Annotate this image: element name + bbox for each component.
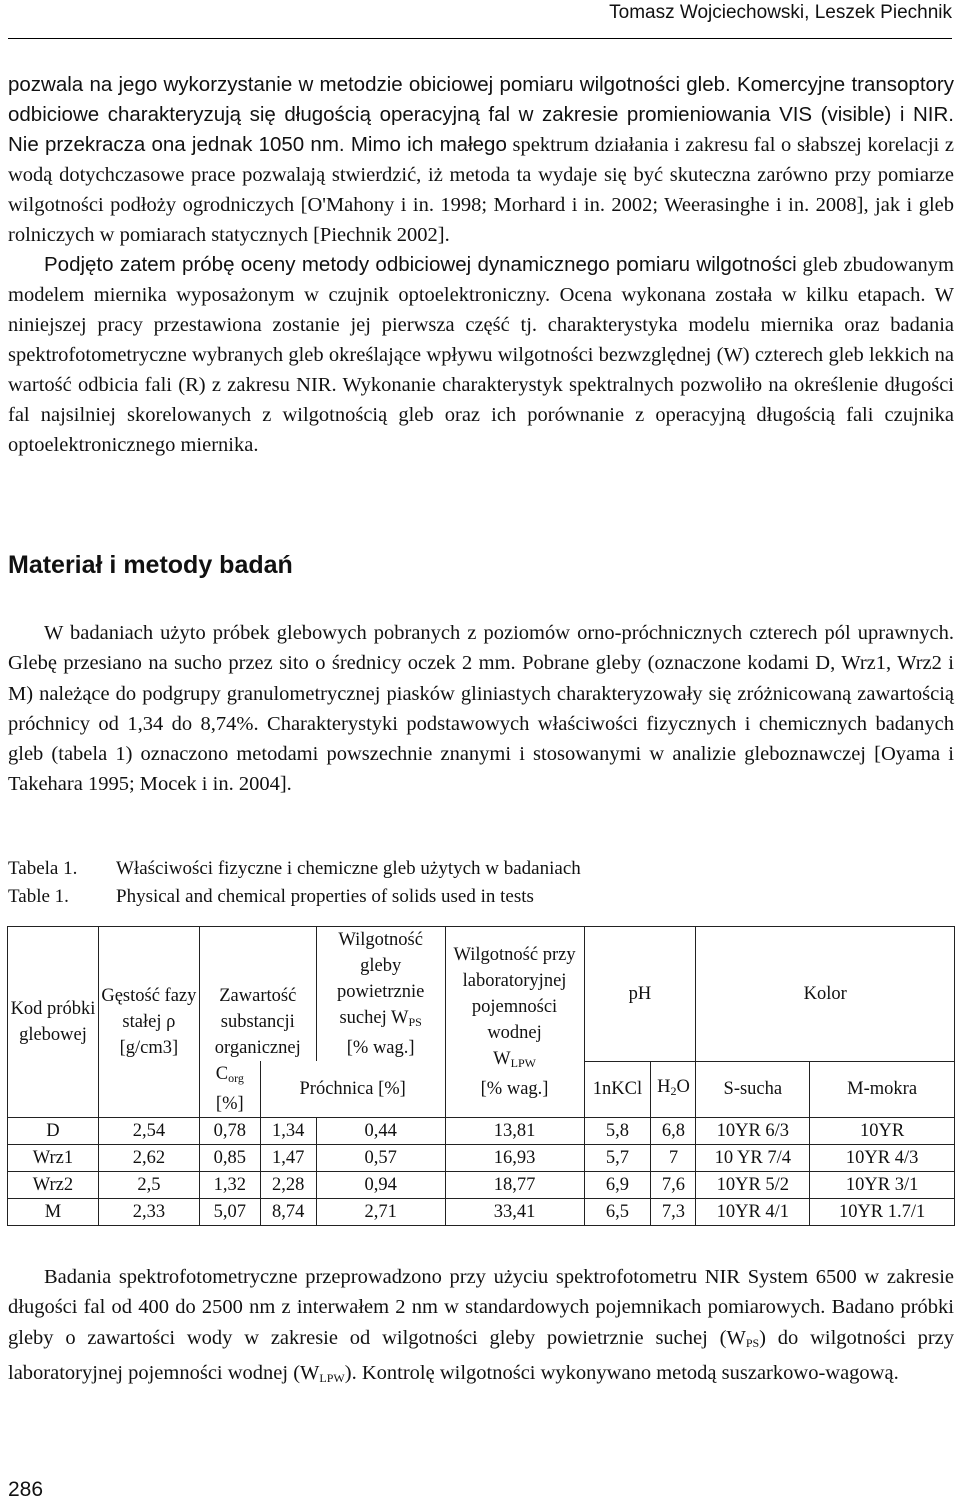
cell-wlpw: 33,41 <box>445 1199 584 1226</box>
cell-wps: 0,57 <box>316 1145 445 1172</box>
cell-ph-kcl: 6,9 <box>584 1172 651 1199</box>
final-sub-ps: PS <box>745 1335 760 1350</box>
cell-humus: 1,34 <box>260 1118 316 1145</box>
th-wlpw-w: W <box>493 1049 511 1069</box>
cell-density: 2,62 <box>98 1145 199 1172</box>
intro-paragraph-2 <box>8 250 954 460</box>
cell-wlpw: 18,77 <box>445 1172 584 1199</box>
final-text-2: ) do wilgotności przy laboratoryjnej pojemności wodnej (W <box>8 1326 954 1384</box>
cell-ph-h2o: 7 <box>651 1145 696 1172</box>
th-wlpw-text: Wilgotność przy laboratoryjnej pojemności wodnej <box>453 945 576 1043</box>
th-code: Kod próbki glebowej <box>8 927 99 1118</box>
intro-paragraphs <box>8 70 954 460</box>
cell-color-wet: 10YR 3/1 <box>810 1172 955 1199</box>
th-corg-unit: [%] <box>215 1094 244 1114</box>
methods-text: W badaniach użyto próbek glebowych pobranych z poziomów orno-próchnicznych czterech pól uprawnych. Glebę przesiano na sucho przez sito o średnicy oczek 2 mm. Pobrane gleby (oznaczone kodami D, Wrz1, Wrz2 i M) należące do podgrupy granulometrycznej piasków gliniastych charakteryzowały się zróżnicowaną zawartością próchnicy od 1,34 do 8,74%. Charakterystyki podstawowych właściwości fizycznych i chemicznych badanych gleb (tabela 1) oznaczono metodami powszechnie znanymi i stosowanymi w analizie gleboznawczej [Oyama i Takehara 1995; Mocek i in. 2004]. <box>8 622 954 796</box>
table-caption-pl <box>8 855 581 883</box>
cell-code: M <box>8 1199 99 1226</box>
th-ph: pH <box>584 927 696 1062</box>
intro-text-sans: pozwala na jego wykorzystanie w metodzie obiciowej pomiaru wilgotności gleb. Komercyjne transoptory odbiciowe charakteryzują się długością operacyjną fal w zakresie promieniowania VIS (visible) i NIR. Nie przekracza ona jednak 1050 nm. Mimo ich małego <box>8 73 954 156</box>
th-wps <box>316 927 445 1062</box>
th-ph-h2o <box>651 1061 696 1118</box>
cell-density: 2,33 <box>98 1199 199 1226</box>
cell-corg: 1,32 <box>199 1172 260 1199</box>
cell-humus: 1,47 <box>260 1145 316 1172</box>
th-organic: Zawartość substancji organicznej <box>199 927 316 1062</box>
cell-wlpw: 13,81 <box>445 1118 584 1145</box>
th-h2o-o: O <box>676 1077 690 1098</box>
cell-wps: 0,94 <box>316 1172 445 1199</box>
table-row <box>8 1172 955 1199</box>
cell-corg: 0,85 <box>199 1145 260 1172</box>
table-caption-en <box>8 883 534 911</box>
cell-color-wet: 10YR 4/3 <box>810 1145 955 1172</box>
cell-ph-kcl: 6,5 <box>584 1199 651 1226</box>
caption-pl-label: Tabela 1. <box>8 858 78 879</box>
section-heading: Materiał i metody badań <box>8 551 293 579</box>
cell-wps: 0,44 <box>316 1118 445 1145</box>
th-wps-unit: [% wag.] <box>346 1038 415 1058</box>
cell-corg: 0,78 <box>199 1118 260 1145</box>
cell-color-dry: 10 YR 7/4 <box>696 1145 810 1172</box>
table-row <box>8 1118 955 1145</box>
cell-ph-kcl: 5,7 <box>584 1145 651 1172</box>
table-row <box>8 1145 955 1172</box>
final-text <box>8 1262 954 1393</box>
header-authors: Tomasz Wojciechowski, Leszek Piechnik <box>609 2 952 23</box>
intro2-text-serif: gleb zbudowanym modelem miernika wyposażonym w czujnik optoelektroniczny. Ocena wykonana została w kilku etapach. W niniejszej pracy przestawiona zostanie jej pierwsza część tj. charakterystyka modelu miernika oraz badania spektrofotometryczne wybranych gleb określające wpływu wilgotności bezwzględnej (W) czterech gleb lekkich na wartość odbicia fali (R) z zakresu NIR. Wykonanie charakterystyk spektralnych pozwoliło na określenie długości fal najsilniej skorelowanych z wilgotnością gleb oraz ich porównanie z operacyjną długością fali czujnika optoelektronicznego miernika. <box>8 254 954 456</box>
intro2-text-sans: Podjęto zatem próbę oceny metody odbiciowej dynamicznego pomiaru wilgotności <box>44 253 797 276</box>
properties-table <box>7 926 955 1226</box>
cell-humus: 8,74 <box>260 1199 316 1226</box>
th-color: Kolor <box>696 927 955 1062</box>
th-corg-c: C <box>215 1064 229 1084</box>
cell-code: Wrz1 <box>8 1145 99 1172</box>
final-sub-lpw: LPW <box>319 1370 345 1385</box>
table-header-row-1 <box>8 927 955 1062</box>
caption-pl-text: Właściwości fizyczne i chemiczne gleb użytych w badaniach <box>116 858 581 879</box>
cell-ph-kcl: 5,8 <box>584 1118 651 1145</box>
cell-wlpw: 16,93 <box>445 1145 584 1172</box>
th-humus: Próchnica [%] <box>260 1061 445 1118</box>
caption-en-text: Physical and chemical properties of solids used in tests <box>116 886 534 907</box>
th-wlpw-unit: [% wag.] <box>480 1079 549 1099</box>
cell-humus: 2,28 <box>260 1172 316 1199</box>
cell-ph-h2o: 7,6 <box>651 1172 696 1199</box>
methods-paragraph <box>8 618 954 800</box>
th-wlpw-sub: LPW <box>510 1056 536 1070</box>
cell-density: 2,5 <box>98 1172 199 1199</box>
th-corg-sub: org <box>228 1071 244 1085</box>
final-paragraph <box>8 1262 954 1393</box>
caption-en-label: Table 1. <box>8 886 69 907</box>
cell-ph-h2o: 6,8 <box>651 1118 696 1145</box>
cell-ph-h2o: 7,3 <box>651 1199 696 1226</box>
final-text-1: Badania spektrofotometryczne przeprowadzono przy użyciu spektrofotometru NIR System 6500 w zakresie długości fal od 400 do 2500 nm z interwałem 2 nm w standardowych pojemnikach pomiarowych. Badano próbki gleby o zawartości wody w zakresie od wilgotności gleby powietrznie suchej (W <box>8 1266 954 1349</box>
cell-color-dry: 10YR 5/2 <box>696 1172 810 1199</box>
th-wlpw <box>445 927 584 1118</box>
th-color-wet: M-mokra <box>810 1061 955 1118</box>
cell-corg: 5,07 <box>199 1199 260 1226</box>
th-ph-kcl: 1nKCl <box>584 1061 651 1118</box>
th-color-dry: S-sucha <box>696 1061 810 1118</box>
running-header <box>8 0 952 39</box>
cell-wps: 2,71 <box>316 1199 445 1226</box>
intro-paragraph-1 <box>8 70 954 250</box>
cell-color-wet: 10YR 1.7/1 <box>810 1199 955 1226</box>
th-wps-text: Wilgotność gleby powietrznie suchej W <box>336 930 425 1028</box>
cell-code: D <box>8 1118 99 1145</box>
page-number: 286 <box>8 1478 44 1501</box>
cell-density: 2,54 <box>98 1118 199 1145</box>
intro-text-serif: spektrum działania i zakresu fal o słabszej korelacji z wodą dotychczasowe prace pozwalają stwierdzić, iż metoda ta wydaje się być skuteczna zarówno przy pomiarze wilgotności podłoży ogrodniczych [O'Mahony i in. 1998; Morhard i in. 2002; Weerasinghe i in. 2008], jak i gleb rolniczych w pomiarach statycznych [Piechnik 2002]. <box>8 134 955 246</box>
cell-color-dry: 10YR 6/3 <box>696 1118 810 1145</box>
th-wps-sub: PS <box>408 1015 422 1029</box>
th-h2o-sub: 2 <box>670 1084 677 1099</box>
cell-color-dry: 10YR 4/1 <box>696 1199 810 1226</box>
cell-code: Wrz2 <box>8 1172 99 1199</box>
th-h2o-h: H <box>657 1077 671 1098</box>
final-text-3: ). Kontrolę wilgotności wykonywano metodą suszarkowo-wagową. <box>344 1361 899 1384</box>
th-corg <box>199 1061 260 1118</box>
th-density: Gęstość fazy stałej ρ [g/cm3] <box>98 927 199 1118</box>
cell-color-wet: 10YR <box>810 1118 955 1145</box>
table-row <box>8 1199 955 1226</box>
